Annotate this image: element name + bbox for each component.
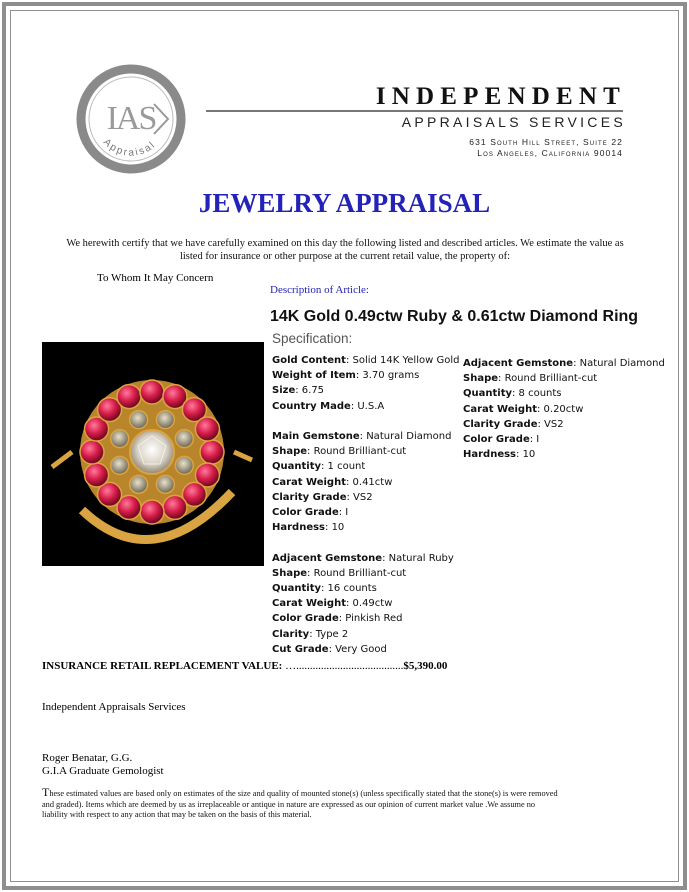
spec-line: Quantity: 1 count — [272, 461, 366, 473]
specification-label: Specification: — [272, 331, 353, 346]
item-title: 14K Gold 0.49ctw Ruby & 0.61ctw Diamond Ring — [270, 308, 639, 325]
spec-line: Carat Weight: 0.49ctw — [272, 598, 393, 610]
small-diamond-stone — [175, 430, 193, 448]
adjacent-diamond-specs — [463, 356, 673, 462]
ruby-stone — [85, 463, 109, 487]
ruby-stone — [140, 500, 164, 524]
spec-weight: Weight of Item: 3.70 grams — [272, 370, 420, 382]
company-subtitle: APPRAISALS SERVICES — [401, 114, 626, 130]
small-diamond-stone — [175, 456, 193, 474]
spec-line: Clarity Grade: VS2 — [463, 418, 564, 430]
address-line-2: Los Angeles, California 90014 — [477, 148, 623, 158]
disclaimer — [42, 787, 562, 821]
ruby-stone — [80, 440, 104, 464]
main-gemstone-specs — [272, 429, 460, 535]
ruby-stone — [140, 380, 164, 404]
recipient: To Whom It May Concern — [97, 272, 214, 284]
spec-line: Carat Weight: 0.41ctw — [272, 476, 393, 488]
ruby-stone — [163, 495, 187, 519]
small-diamond-stone — [156, 475, 174, 493]
general-specs — [272, 353, 460, 414]
description-label: Description of Article: — [270, 284, 369, 296]
spec-size: Size: 6.75 — [272, 385, 325, 397]
disclaimer-first-letter: T — [42, 785, 50, 799]
spec-line: Cut Grade: Very Good — [272, 643, 387, 655]
valuation-line — [42, 660, 447, 672]
ring-photo — [42, 342, 264, 566]
spec-column-left — [272, 353, 460, 657]
spec-line: Clarity Grade: VS2 — [272, 491, 373, 503]
disclaimer-text: hese estimated values are based only on estimates of the size and quality of mounted stone(s) (unless specifically stated that the stone(s) is were removed and graded). Items which are deemed by us as irreplaceable or antique in nature are expressed as our opinion of current market value .We assume no liability with respect to any action that may be taken on the basis of this material. — [42, 789, 558, 819]
spec-line: Main Gemstone: Natural Diamond — [272, 431, 452, 442]
spec-line: Quantity: 16 counts — [272, 583, 377, 595]
spec-line: Hardness: 10 — [272, 522, 345, 534]
document-title: JEWELRY APPRAISAL — [198, 188, 491, 218]
spec-line: Color Grade: I — [463, 434, 540, 446]
small-diamond-stone — [156, 411, 174, 429]
valuation-dots: …....................................... — [282, 660, 404, 672]
ruby-stone — [195, 417, 219, 441]
address-line-1: 631 South Hill Street, Suite 22 — [469, 137, 623, 147]
valuation-label: INSURANCE RETAIL REPLACEMENT VALUE: — [42, 660, 283, 672]
spec-line: Hardness: 10 — [463, 449, 536, 461]
signing-company: Independent Appraisals Services — [42, 701, 186, 713]
spec-line: Color Grade: I — [272, 507, 349, 519]
spec-line: Shape: Round Brilliant-cut — [272, 567, 407, 579]
appraiser-title: G.I.A Graduate Gemologist — [42, 765, 164, 777]
adjacent-ruby-specs — [272, 551, 460, 657]
header-divider — [206, 110, 623, 112]
small-diamond-stone — [111, 430, 129, 448]
spec-line: Quantity: 8 counts — [463, 388, 562, 400]
spec-line: Color Grade: Pinkish Red — [272, 613, 403, 625]
ruby-stone — [200, 440, 224, 464]
spec-gold-content: Gold Content: Solid 14K Yellow Gold — [272, 355, 460, 366]
spec-country: Country Made: U.S.A — [272, 400, 385, 412]
logo-caption: Appraisal — [100, 136, 159, 159]
spec-line: Adjacent Gemstone: Natural Diamond — [463, 358, 665, 369]
appraiser-name: Roger Benatar, G.G. — [42, 752, 133, 764]
spec-line: Carat Weight: 0.20ctw — [463, 403, 584, 415]
small-diamond-stone — [111, 456, 129, 474]
spec-line: Clarity: Type 2 — [272, 628, 349, 640]
small-diamond-stone — [130, 475, 148, 493]
company-name: INDEPENDENT — [375, 83, 626, 110]
valuation-amount: $5,390.00 — [403, 660, 448, 672]
spec-line: Shape: Round Brilliant-cut — [463, 373, 598, 385]
small-diamond-stone — [130, 411, 148, 429]
certification-text: We herewith certify that we have carefully examined on this day the following listed and described articles. We estimate the value as listed for insurance or other purpose at the current retail value, the property of: — [66, 238, 624, 262]
logo-letters: IAS — [106, 100, 156, 137]
ias-logo — [76, 64, 186, 174]
spec-line: Shape: Round Brilliant-cut — [272, 446, 407, 458]
spec-line: Adjacent Gemstone: Natural Ruby — [272, 552, 454, 564]
ruby-stone — [117, 385, 141, 409]
spec-column-right — [463, 356, 673, 462]
